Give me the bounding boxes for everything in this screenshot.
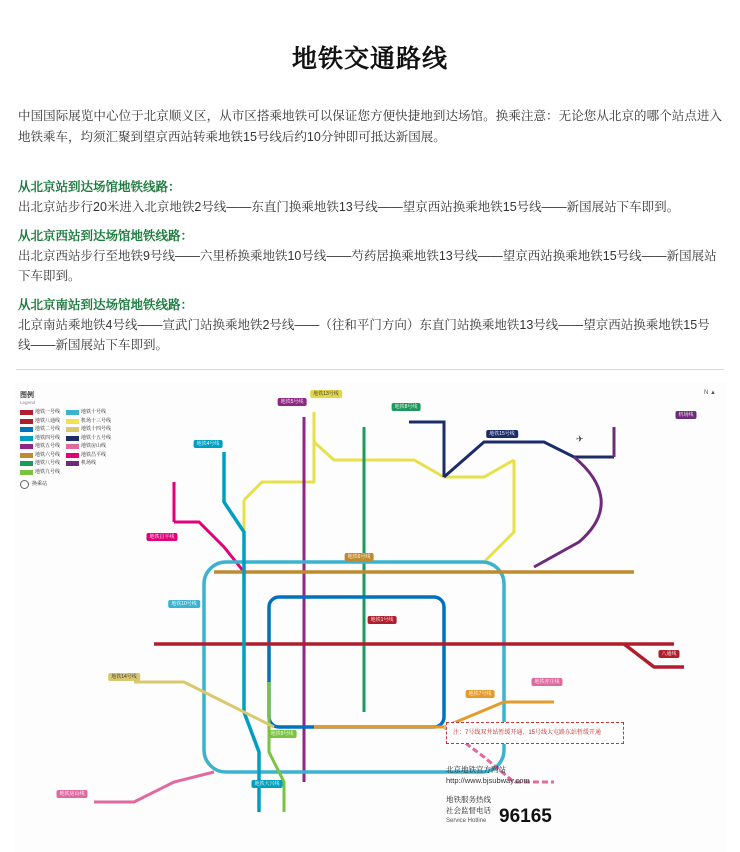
legend-label: 地铁十四号线	[81, 426, 112, 432]
legend-label: 机场线	[81, 460, 97, 466]
legend-swatch	[20, 419, 33, 424]
legend-swatch	[20, 470, 33, 475]
legend-item	[20, 452, 60, 459]
legend-note-label: 换乘站	[32, 480, 48, 487]
legend-label: 地铁十号线	[81, 409, 107, 415]
legend-title: 图例 Legend	[20, 392, 36, 405]
legend-item	[66, 452, 111, 459]
legend-swatch	[20, 461, 33, 466]
legend-swatch	[20, 410, 33, 415]
legend-item	[20, 418, 60, 425]
legend-item	[20, 469, 60, 476]
legend-column-left	[20, 409, 60, 476]
hotline-block	[446, 794, 552, 827]
line-badge-9[interactable]: 地铁9号线	[268, 730, 297, 738]
legend-item	[66, 418, 111, 425]
line-badge-yizhuang[interactable]: 地铁亦庄线	[531, 678, 562, 686]
hotline-label-1: 地铁服务热线	[446, 795, 491, 804]
legend-item	[66, 409, 111, 416]
line-badge-daxing[interactable]: 地铁大兴线	[251, 780, 282, 788]
service-notice: 注：7号线双井站暂缓开通、15号线大屯路东站暂缓开通	[446, 722, 624, 744]
intro-paragraph: 中国国际展览中心位于北京顺义区，从市区搭乘地铁可以保证您方便快捷地到达场馆。换乘注意：无论您从北京的哪个站点进入地铁乘车，均须汇聚到望京西站转乘地铁15号线后约10分钟即可抵达新国展。	[18, 108, 722, 144]
route-list	[0, 160, 740, 355]
line-badge-changping[interactable]: 地铁昌平线	[146, 533, 177, 541]
compass-icon: N ▲	[704, 390, 716, 396]
hotline-label-2: 社会监督电话	[446, 806, 491, 815]
legend-label: 地铁一号线	[35, 409, 61, 415]
legend-swatch	[66, 410, 79, 415]
legend-swatch	[66, 453, 79, 458]
route-body: 出北京站步行20米进入北京地铁2号线——东直门换乘地铁13号线——望京西站换乘地铁15号线——新国展站下车即到。	[18, 200, 680, 214]
legend-label: 地铁五号线	[35, 443, 61, 449]
line-badge-10[interactable]: 地铁10号线	[168, 600, 200, 608]
legend-swatch	[20, 444, 33, 449]
subway-map	[14, 382, 726, 852]
legend-item	[20, 409, 60, 416]
legend-item	[20, 460, 60, 467]
legend-interchange-note	[20, 480, 162, 489]
legend-label: 地铁昌平线	[81, 451, 107, 458]
line-badge-4[interactable]: 地铁4号线	[194, 440, 223, 448]
interchange-icon	[20, 480, 29, 489]
legend-label: 机场十三号线	[81, 417, 112, 424]
official-site-label: 北京地铁官方网站	[446, 765, 506, 774]
line-badge-5[interactable]: 地铁5号线	[278, 398, 307, 406]
hotline-labels	[446, 794, 491, 827]
line-badge-batong[interactable]: 八通线	[658, 650, 679, 658]
legend-label: 地铁八通线	[35, 417, 61, 424]
route-heading: 从北京站到达场馆地铁线路：	[18, 180, 181, 194]
legend-item	[20, 443, 60, 450]
legend-swatch	[66, 444, 79, 449]
route-heading: 从北京南站到达场馆地铁线路：	[18, 298, 194, 312]
hotline-label-en: Service Hotline	[446, 818, 487, 824]
page-title: 地铁交通路线	[291, 44, 448, 73]
legend-label: 地铁十五号线	[81, 434, 112, 441]
legend-item	[20, 435, 60, 442]
line-badge-7[interactable]: 地铁7号线	[466, 690, 495, 698]
hotline-number: 96165	[499, 806, 552, 827]
map-legend	[20, 392, 162, 489]
legend-swatch	[66, 427, 79, 432]
line-badge-13[interactable]: 地铁13号线	[310, 390, 342, 398]
legend-item	[66, 435, 111, 442]
legend-item	[66, 443, 111, 450]
route-heading: 从北京西站到达场馆地铁线路：	[18, 229, 194, 243]
official-site-info	[446, 764, 696, 786]
line-badge-15[interactable]: 地铁15号线	[486, 430, 518, 438]
route-body: 北京南站乘地铁4号线——宣武门站换乘地铁2号线——（往和平门方向）东直门站换乘地铁13号线——望京西站换乘地铁15号线——新国展站下车即到。	[18, 318, 710, 352]
subway-route-page	[0, 17, 740, 843]
line-badge-1[interactable]: 地铁1号线	[368, 616, 397, 624]
legend-item	[20, 426, 60, 433]
airport-icon: ✈	[576, 434, 584, 444]
legend-item	[66, 426, 111, 433]
line-badge-14[interactable]: 地铁14号线	[108, 673, 140, 681]
legend-swatch	[66, 436, 79, 441]
line-badge-8[interactable]: 地铁8号线	[392, 403, 421, 411]
legend-column-right	[66, 409, 111, 476]
legend-swatch	[20, 436, 33, 441]
route-body: 出北京西站步行至地铁9号线——六里桥换乘地铁10号线——芍药居换乘地铁13号线——望京西站换乘地铁15号线——新国展站下车即到。	[18, 249, 717, 283]
legend-label: 地铁房山线	[81, 443, 107, 449]
legend-label: 地铁四号线	[35, 434, 61, 441]
legend-swatch	[20, 453, 33, 458]
official-site-url[interactable]: http://www.bjsubway.com	[446, 776, 530, 785]
legend-item	[66, 460, 111, 467]
line-badge-fangshan[interactable]: 地铁房山线	[56, 790, 87, 798]
legend-label: 地铁八号线	[35, 460, 61, 466]
section-divider	[16, 369, 724, 370]
legend-swatch	[20, 427, 33, 432]
legend-swatch	[66, 419, 79, 424]
line-badge-airport[interactable]: 机场线	[675, 411, 696, 419]
legend-swatch	[66, 461, 79, 466]
legend-label: 地铁九号线	[35, 468, 61, 475]
legend-label: 地铁二号线	[35, 426, 61, 432]
legend-label: 地铁六号线	[35, 451, 61, 458]
line-badge-6[interactable]: 地铁6号线	[345, 553, 374, 561]
